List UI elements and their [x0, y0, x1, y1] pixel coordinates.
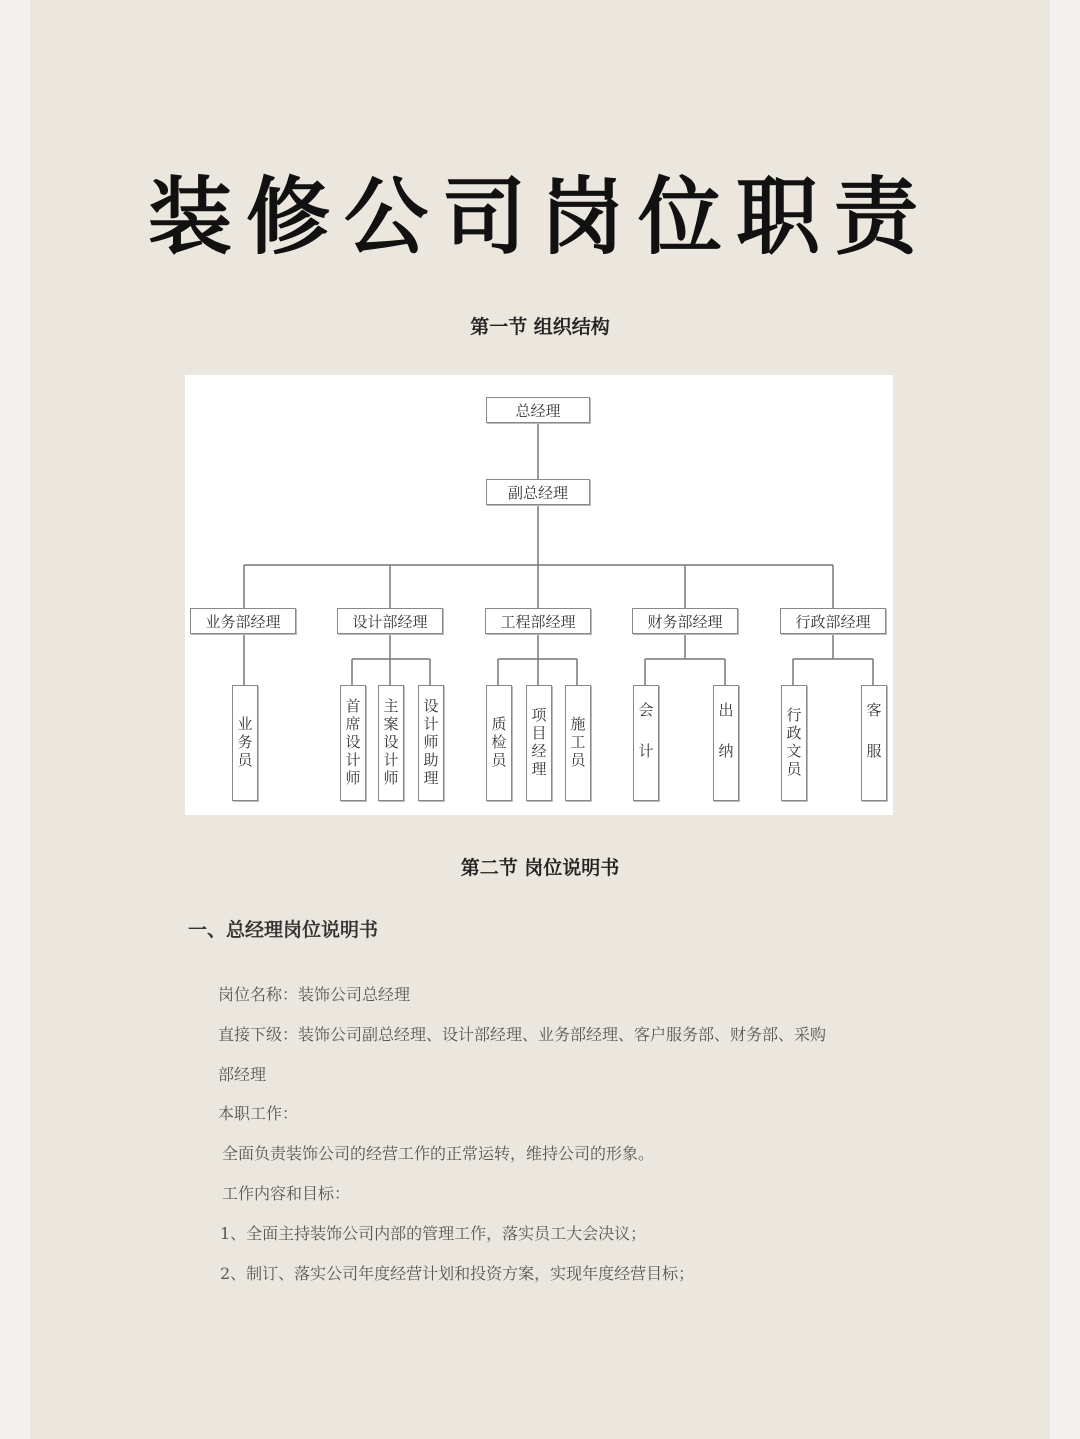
node-quality-inspector: 质检员 [486, 685, 512, 801]
node-cashier: 出纳 [713, 685, 739, 801]
text-line: 1、全面主持装饰公司内部的管理工作，落实员工大会决议； [220, 1224, 647, 1243]
node-admin-manager: 行政部经理 [780, 608, 886, 634]
node-admin-clerk: 行政文员 [781, 685, 807, 801]
org-chart [185, 375, 893, 815]
node-customer-service: 客服 [861, 685, 887, 801]
text-line: 全面负责装饰公司的经营工作的正常运转，维持公司的形象。 [222, 1144, 655, 1163]
node-design-manager: 设计部经理 [337, 608, 443, 634]
node-construction-worker: 施工员 [565, 685, 591, 801]
node-project-manager: 项目经理 [526, 685, 552, 801]
text-line: 本职工作： [218, 1104, 299, 1123]
node-deputy-general-manager: 副总经理 [486, 479, 590, 505]
node-chief-designer: 首席设计师 [340, 685, 366, 801]
node-lead-designer: 主案设计师 [378, 685, 404, 801]
text-line: 部经理 [218, 1065, 267, 1084]
node-general-manager: 总经理 [486, 397, 590, 423]
node-sales-manager: 业务部经理 [190, 608, 296, 634]
node-accountant: 会计 [633, 685, 659, 801]
node-engineering-manager: 工程部经理 [485, 608, 591, 634]
text-line: 2、制订、落实公司年度经营计划和投资方案，实现年度经营目标； [220, 1264, 695, 1283]
node-finance-manager: 财务部经理 [632, 608, 738, 634]
section-heading-job-description: 第二节 岗位说明书 [460, 857, 620, 879]
page-title: 装修公司岗位职责 [147, 168, 932, 266]
subsection-heading-gm: 一、总经理岗位说明书 [188, 919, 379, 941]
section-heading-organization: 第一节 组织结构 [470, 316, 610, 338]
text-line: 岗位名称：装饰公司总经理 [218, 985, 411, 1004]
text-line: 工作内容和目标： [222, 1184, 351, 1203]
node-designer-assistant: 设计师助理 [418, 685, 444, 801]
node-salesperson: 业务员 [232, 685, 258, 801]
text-line: 直接下级：装饰公司副总经理、设计部经理、业务部经理、客户服务部、财务部、采购 [218, 1025, 827, 1044]
